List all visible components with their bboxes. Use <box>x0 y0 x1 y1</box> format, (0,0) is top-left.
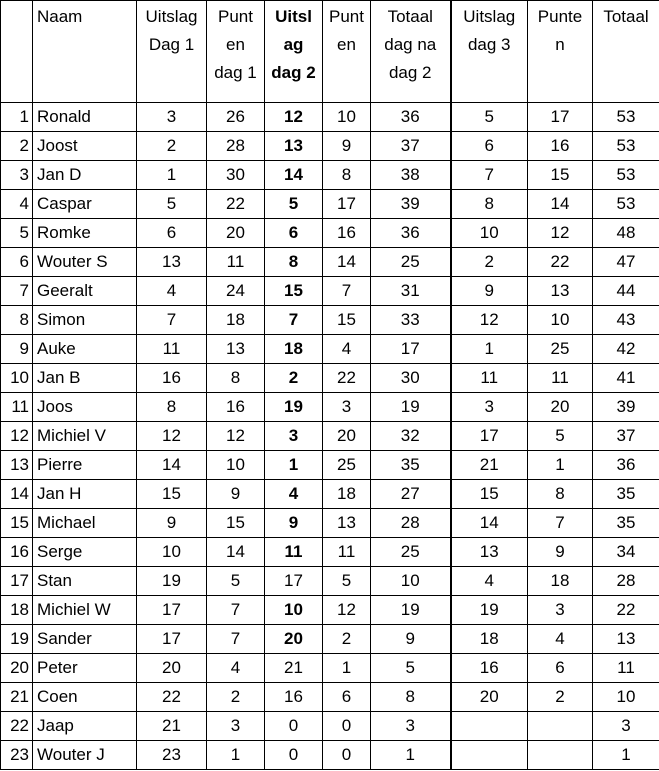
cell-uitslag-dag1[interactable]: 11 <box>137 335 207 364</box>
cell-uitslag-dag1[interactable]: 12 <box>137 422 207 451</box>
cell-totaal-dag2[interactable]: 39 <box>371 190 451 219</box>
cell-uitslag-dag2[interactable]: 8 <box>265 248 323 277</box>
table-row <box>1 219 659 248</box>
cell-uitslag-dag1[interactable]: 7 <box>137 306 207 335</box>
cell-rank[interactable]: 6 <box>1 248 33 277</box>
cell-punten-dag1[interactable]: 3 <box>207 712 265 741</box>
cell-rank[interactable]: 10 <box>1 364 33 393</box>
cell-punten-dag2[interactable]: 2 <box>323 625 371 654</box>
cell-punten-dag3[interactable]: 10 <box>528 306 593 335</box>
cell-uitslag-dag1[interactable]: 13 <box>137 248 207 277</box>
cell-uitslag-dag1[interactable]: 2 <box>137 132 207 161</box>
cell-totaal[interactable]: 53 <box>593 132 659 161</box>
cell-uitslag-dag3[interactable]: 5 <box>451 103 528 132</box>
cell-uitslag-dag3[interactable]: 11 <box>451 364 528 393</box>
cell-uitslag-dag3[interactable]: 18 <box>451 625 528 654</box>
cell-punten-dag3[interactable]: 1 <box>528 451 593 480</box>
table-row <box>1 654 659 683</box>
cell-punten-dag2[interactable]: 14 <box>323 248 371 277</box>
cell-totaal[interactable]: 10 <box>593 683 659 712</box>
cell-punten-dag2[interactable]: 17 <box>323 190 371 219</box>
header-uitslag-dag2[interactable]: Uitsl ag dag 2 <box>265 1 323 103</box>
cell-totaal[interactable]: 53 <box>593 190 659 219</box>
cell-uitslag-dag2[interactable]: 9 <box>265 509 323 538</box>
cell-uitslag-dag3[interactable]: 7 <box>451 161 528 190</box>
cell-name[interactable]: Peter <box>33 654 137 683</box>
cell-punten-dag2[interactable]: 5 <box>323 567 371 596</box>
cell-rank[interactable]: 14 <box>1 480 33 509</box>
cell-totaal-dag2[interactable]: 30 <box>371 364 451 393</box>
cell-name[interactable]: Sander <box>33 625 137 654</box>
cell-punten-dag1[interactable]: 18 <box>207 306 265 335</box>
cell-punten-dag3[interactable]: 6 <box>528 654 593 683</box>
cell-uitslag-dag2[interactable]: 13 <box>265 132 323 161</box>
cell-rank[interactable]: 18 <box>1 596 33 625</box>
cell-name[interactable]: Romke <box>33 219 137 248</box>
cell-name[interactable]: Jan B <box>33 364 137 393</box>
cell-uitslag-dag2[interactable]: 16 <box>265 683 323 712</box>
cell-totaal-dag2[interactable]: 9 <box>371 625 451 654</box>
table-row <box>1 306 659 335</box>
cell-totaal-dag2[interactable]: 17 <box>371 335 451 364</box>
cell-totaal-dag2[interactable]: 38 <box>371 161 451 190</box>
table-body <box>1 103 659 770</box>
cell-punten-dag3[interactable]: 7 <box>528 509 593 538</box>
cell-totaal[interactable]: 35 <box>593 509 659 538</box>
cell-name[interactable]: Wouter J <box>33 741 137 770</box>
cell-punten-dag1[interactable]: 13 <box>207 335 265 364</box>
cell-punten-dag1[interactable]: 30 <box>207 161 265 190</box>
cell-totaal-dag2[interactable]: 28 <box>371 509 451 538</box>
cell-uitslag-dag2[interactable]: 4 <box>265 480 323 509</box>
cell-totaal[interactable]: 53 <box>593 161 659 190</box>
cell-uitslag-dag3[interactable]: 2 <box>451 248 528 277</box>
table-row <box>1 248 659 277</box>
cell-punten-dag3[interactable]: 3 <box>528 596 593 625</box>
cell-uitslag-dag1[interactable]: 23 <box>137 741 207 770</box>
cell-totaal[interactable]: 43 <box>593 306 659 335</box>
cell-totaal-dag2[interactable]: 10 <box>371 567 451 596</box>
cell-punten-dag1[interactable]: 12 <box>207 422 265 451</box>
cell-punten-dag2[interactable]: 0 <box>323 712 371 741</box>
cell-punten-dag3[interactable]: 20 <box>528 393 593 422</box>
cell-name[interactable]: Coen <box>33 683 137 712</box>
cell-punten-dag2[interactable]: 16 <box>323 219 371 248</box>
cell-uitslag-dag3[interactable]: 10 <box>451 219 528 248</box>
cell-uitslag-dag3[interactable]: 8 <box>451 190 528 219</box>
cell-uitslag-dag1[interactable]: 4 <box>137 277 207 306</box>
cell-name[interactable]: Auke <box>33 335 137 364</box>
cell-uitslag-dag2[interactable]: 7 <box>265 306 323 335</box>
cell-totaal-dag2[interactable]: 37 <box>371 132 451 161</box>
cell-rank[interactable]: 8 <box>1 306 33 335</box>
header-row <box>1 1 659 103</box>
cell-punten-dag1[interactable]: 28 <box>207 132 265 161</box>
cell-name[interactable]: Michiel V <box>33 422 137 451</box>
cell-totaal-dag2[interactable]: 19 <box>371 393 451 422</box>
cell-rank[interactable]: 13 <box>1 451 33 480</box>
cell-punten-dag1[interactable]: 2 <box>207 683 265 712</box>
cell-uitslag-dag2[interactable]: 11 <box>265 538 323 567</box>
cell-totaal[interactable]: 41 <box>593 364 659 393</box>
cell-punten-dag1[interactable]: 16 <box>207 393 265 422</box>
cell-punten-dag1[interactable]: 26 <box>207 103 265 132</box>
cell-totaal[interactable]: 48 <box>593 219 659 248</box>
table-row <box>1 277 659 306</box>
cell-punten-dag1[interactable]: 9 <box>207 480 265 509</box>
header-name[interactable]: Naam <box>33 1 137 103</box>
cell-uitslag-dag1[interactable]: 1 <box>137 161 207 190</box>
cell-totaal-dag2[interactable]: 36 <box>371 219 451 248</box>
cell-uitslag-dag1[interactable]: 21 <box>137 712 207 741</box>
cell-uitslag-dag1[interactable]: 17 <box>137 625 207 654</box>
cell-totaal[interactable]: 53 <box>593 103 659 132</box>
cell-punten-dag3[interactable]: 8 <box>528 480 593 509</box>
cell-name[interactable]: Jaap <box>33 712 137 741</box>
cell-totaal[interactable]: 36 <box>593 451 659 480</box>
table-row <box>1 132 659 161</box>
cell-punten-dag3[interactable]: 4 <box>528 625 593 654</box>
cell-name[interactable]: Joos <box>33 393 137 422</box>
cell-totaal[interactable]: 35 <box>593 480 659 509</box>
cell-totaal-dag2[interactable]: 19 <box>371 596 451 625</box>
cell-punten-dag1[interactable]: 4 <box>207 654 265 683</box>
table-row <box>1 103 659 132</box>
cell-punten-dag3[interactable]: 16 <box>528 132 593 161</box>
cell-totaal[interactable]: 44 <box>593 277 659 306</box>
cell-rank[interactable]: 20 <box>1 654 33 683</box>
cell-punten-dag2[interactable]: 12 <box>323 596 371 625</box>
cell-uitslag-dag2[interactable]: 15 <box>265 277 323 306</box>
cell-name[interactable]: Jan H <box>33 480 137 509</box>
cell-uitslag-dag1[interactable]: 22 <box>137 683 207 712</box>
cell-punten-dag1[interactable]: 11 <box>207 248 265 277</box>
table-row <box>1 712 659 741</box>
cell-uitslag-dag2[interactable]: 3 <box>265 422 323 451</box>
cell-punten-dag3[interactable]: 22 <box>528 248 593 277</box>
cell-uitslag-dag2[interactable]: 18 <box>265 335 323 364</box>
cell-punten-dag2[interactable]: 3 <box>323 393 371 422</box>
cell-uitslag-dag3[interactable] <box>451 741 528 770</box>
cell-punten-dag3[interactable]: 11 <box>528 364 593 393</box>
cell-punten-dag1[interactable]: 1 <box>207 741 265 770</box>
cell-uitslag-dag3[interactable]: 13 <box>451 538 528 567</box>
cell-punten-dag1[interactable]: 14 <box>207 538 265 567</box>
table-row <box>1 480 659 509</box>
cell-totaal-dag2[interactable]: 36 <box>371 103 451 132</box>
cell-punten-dag3[interactable]: 9 <box>528 538 593 567</box>
cell-punten-dag3[interactable]: 15 <box>528 161 593 190</box>
cell-uitslag-dag1[interactable]: 14 <box>137 451 207 480</box>
cell-totaal-dag2[interactable]: 3 <box>371 712 451 741</box>
cell-name[interactable]: Michiel W <box>33 596 137 625</box>
cell-uitslag-dag1[interactable]: 9 <box>137 509 207 538</box>
cell-totaal-dag2[interactable]: 8 <box>371 683 451 712</box>
cell-uitslag-dag1[interactable]: 3 <box>137 103 207 132</box>
cell-uitslag-dag2[interactable]: 2 <box>265 364 323 393</box>
table-row <box>1 509 659 538</box>
cell-totaal[interactable]: 13 <box>593 625 659 654</box>
table-row <box>1 422 659 451</box>
cell-uitslag-dag2[interactable]: 5 <box>265 190 323 219</box>
cell-punten-dag2[interactable]: 9 <box>323 132 371 161</box>
cell-totaal[interactable]: 34 <box>593 538 659 567</box>
cell-rank[interactable]: 23 <box>1 741 33 770</box>
cell-totaal-dag2[interactable]: 33 <box>371 306 451 335</box>
cell-punten-dag3[interactable]: 18 <box>528 567 593 596</box>
cell-uitslag-dag3[interactable]: 17 <box>451 422 528 451</box>
cell-uitslag-dag3[interactable]: 19 <box>451 596 528 625</box>
header-punten-dag1[interactable]: Punt en dag 1 <box>207 1 265 103</box>
cell-punten-dag1[interactable]: 24 <box>207 277 265 306</box>
cell-punten-dag3[interactable]: 25 <box>528 335 593 364</box>
cell-uitslag-dag3[interactable]: 9 <box>451 277 528 306</box>
header-punten-dag2[interactable]: Punt en <box>323 1 371 103</box>
cell-totaal-dag2[interactable]: 25 <box>371 538 451 567</box>
cell-punten-dag2[interactable]: 6 <box>323 683 371 712</box>
cell-uitslag-dag3[interactable]: 15 <box>451 480 528 509</box>
cell-punten-dag2[interactable]: 10 <box>323 103 371 132</box>
cell-totaal[interactable]: 47 <box>593 248 659 277</box>
cell-rank[interactable]: 11 <box>1 393 33 422</box>
header-uitslag-dag3[interactable]: Uitslag dag 3 <box>451 1 528 103</box>
cell-name[interactable]: Ronald <box>33 103 137 132</box>
cell-rank[interactable]: 21 <box>1 683 33 712</box>
cell-punten-dag2[interactable]: 15 <box>323 306 371 335</box>
cell-uitslag-dag3[interactable]: 1 <box>451 335 528 364</box>
cell-punten-dag2[interactable]: 13 <box>323 509 371 538</box>
cell-punten-dag3[interactable] <box>528 712 593 741</box>
cell-rank[interactable]: 3 <box>1 161 33 190</box>
cell-punten-dag2[interactable]: 11 <box>323 538 371 567</box>
cell-name[interactable]: Pierre <box>33 451 137 480</box>
cell-punten-dag3[interactable]: 13 <box>528 277 593 306</box>
cell-punten-dag1[interactable]: 5 <box>207 567 265 596</box>
cell-name[interactable]: Wouter S <box>33 248 137 277</box>
cell-totaal[interactable]: 3 <box>593 712 659 741</box>
cell-uitslag-dag3[interactable]: 16 <box>451 654 528 683</box>
cell-uitslag-dag2[interactable]: 10 <box>265 596 323 625</box>
table-row <box>1 335 659 364</box>
cell-uitslag-dag2[interactable]: 20 <box>265 625 323 654</box>
table-row <box>1 161 659 190</box>
cell-punten-dag3[interactable]: 17 <box>528 103 593 132</box>
cell-punten-dag1[interactable]: 22 <box>207 190 265 219</box>
cell-uitslag-dag2[interactable]: 19 <box>265 393 323 422</box>
cell-name[interactable]: Serge <box>33 538 137 567</box>
cell-uitslag-dag3[interactable]: 3 <box>451 393 528 422</box>
cell-uitslag-dag3[interactable]: 21 <box>451 451 528 480</box>
header-totaal[interactable]: Totaal <box>593 1 659 103</box>
cell-rank[interactable]: 7 <box>1 277 33 306</box>
cell-punten-dag1[interactable]: 15 <box>207 509 265 538</box>
cell-punten-dag3[interactable]: 2 <box>528 683 593 712</box>
table-row <box>1 538 659 567</box>
cell-totaal-dag2[interactable]: 5 <box>371 654 451 683</box>
cell-uitslag-dag3[interactable]: 14 <box>451 509 528 538</box>
cell-rank[interactable]: 19 <box>1 625 33 654</box>
cell-rank[interactable]: 22 <box>1 712 33 741</box>
cell-punten-dag2[interactable]: 18 <box>323 480 371 509</box>
cell-name[interactable]: Caspar <box>33 190 137 219</box>
cell-totaal[interactable]: 1 <box>593 741 659 770</box>
cell-name[interactable]: Joost <box>33 132 137 161</box>
cell-totaal-dag2[interactable]: 31 <box>371 277 451 306</box>
cell-totaal-dag2[interactable]: 27 <box>371 480 451 509</box>
table-row <box>1 596 659 625</box>
cell-rank[interactable]: 16 <box>1 538 33 567</box>
cell-uitslag-dag1[interactable]: 17 <box>137 596 207 625</box>
table-row <box>1 451 659 480</box>
header-punten-dag3[interactable]: Punte n <box>528 1 593 103</box>
cell-uitslag-dag1[interactable]: 19 <box>137 567 207 596</box>
cell-totaal-dag2[interactable]: 32 <box>371 422 451 451</box>
cell-punten-dag2[interactable]: 4 <box>323 335 371 364</box>
cell-name[interactable]: Simon <box>33 306 137 335</box>
cell-punten-dag1[interactable]: 20 <box>207 219 265 248</box>
cell-rank[interactable]: 17 <box>1 567 33 596</box>
cell-uitslag-dag2[interactable]: 1 <box>265 451 323 480</box>
cell-uitslag-dag3[interactable] <box>451 712 528 741</box>
cell-name[interactable]: Geeralt <box>33 277 137 306</box>
cell-punten-dag2[interactable]: 8 <box>323 161 371 190</box>
cell-uitslag-dag1[interactable]: 15 <box>137 480 207 509</box>
cell-totaal[interactable]: 22 <box>593 596 659 625</box>
cell-uitslag-dag2[interactable]: 14 <box>265 161 323 190</box>
cell-uitslag-dag1[interactable]: 16 <box>137 364 207 393</box>
cell-totaal[interactable]: 42 <box>593 335 659 364</box>
cell-uitslag-dag2[interactable]: 6 <box>265 219 323 248</box>
cell-totaal-dag2[interactable]: 25 <box>371 248 451 277</box>
cell-rank[interactable]: 1 <box>1 103 33 132</box>
cell-punten-dag2[interactable]: 20 <box>323 422 371 451</box>
cell-uitslag-dag3[interactable]: 6 <box>451 132 528 161</box>
table-row <box>1 190 659 219</box>
cell-uitslag-dag1[interactable]: 6 <box>137 219 207 248</box>
cell-uitslag-dag2[interactable]: 21 <box>265 654 323 683</box>
cell-uitslag-dag1[interactable]: 8 <box>137 393 207 422</box>
cell-uitslag-dag1[interactable]: 20 <box>137 654 207 683</box>
cell-uitslag-dag3[interactable]: 20 <box>451 683 528 712</box>
cell-rank[interactable]: 4 <box>1 190 33 219</box>
cell-name[interactable]: Jan D <box>33 161 137 190</box>
cell-punten-dag2[interactable]: 0 <box>323 741 371 770</box>
cell-punten-dag2[interactable]: 1 <box>323 654 371 683</box>
cell-punten-dag2[interactable]: 7 <box>323 277 371 306</box>
table-row <box>1 683 659 712</box>
cell-rank[interactable]: 5 <box>1 219 33 248</box>
cell-uitslag-dag1[interactable]: 5 <box>137 190 207 219</box>
table-row <box>1 567 659 596</box>
cell-rank[interactable]: 2 <box>1 132 33 161</box>
cell-punten-dag2[interactable]: 25 <box>323 451 371 480</box>
cell-rank[interactable]: 9 <box>1 335 33 364</box>
cell-name[interactable]: Michael <box>33 509 137 538</box>
cell-uitslag-dag1[interactable]: 10 <box>137 538 207 567</box>
cell-totaal-dag2[interactable]: 1 <box>371 741 451 770</box>
cell-totaal[interactable]: 37 <box>593 422 659 451</box>
cell-uitslag-dag3[interactable]: 12 <box>451 306 528 335</box>
table-row <box>1 741 659 770</box>
cell-punten-dag3[interactable] <box>528 741 593 770</box>
table-row <box>1 393 659 422</box>
cell-uitslag-dag2[interactable]: 0 <box>265 741 323 770</box>
cell-punten-dag3[interactable]: 5 <box>528 422 593 451</box>
cell-punten-dag1[interactable]: 8 <box>207 364 265 393</box>
header-totaal-dag2[interactable]: Totaal dag na dag 2 <box>371 1 451 103</box>
header-uitslag-dag1[interactable]: Uitslag Dag 1 <box>137 1 207 103</box>
cell-totaal[interactable]: 39 <box>593 393 659 422</box>
cell-totaal[interactable]: 28 <box>593 567 659 596</box>
cell-rank[interactable]: 12 <box>1 422 33 451</box>
cell-totaal-dag2[interactable]: 35 <box>371 451 451 480</box>
table-row <box>1 625 659 654</box>
cell-uitslag-dag2[interactable]: 12 <box>265 103 323 132</box>
header-rank[interactable] <box>1 1 33 103</box>
cell-punten-dag3[interactable]: 12 <box>528 219 593 248</box>
cell-name[interactable]: Stan <box>33 567 137 596</box>
cell-punten-dag2[interactable]: 22 <box>323 364 371 393</box>
table-row <box>1 364 659 393</box>
cell-rank[interactable]: 15 <box>1 509 33 538</box>
cell-punten-dag3[interactable]: 14 <box>528 190 593 219</box>
cell-uitslag-dag2[interactable]: 17 <box>265 567 323 596</box>
cell-punten-dag1[interactable]: 7 <box>207 625 265 654</box>
cell-uitslag-dag3[interactable]: 4 <box>451 567 528 596</box>
cell-punten-dag1[interactable]: 10 <box>207 451 265 480</box>
cell-punten-dag1[interactable]: 7 <box>207 596 265 625</box>
cell-uitslag-dag2[interactable]: 0 <box>265 712 323 741</box>
cell-totaal[interactable]: 11 <box>593 654 659 683</box>
